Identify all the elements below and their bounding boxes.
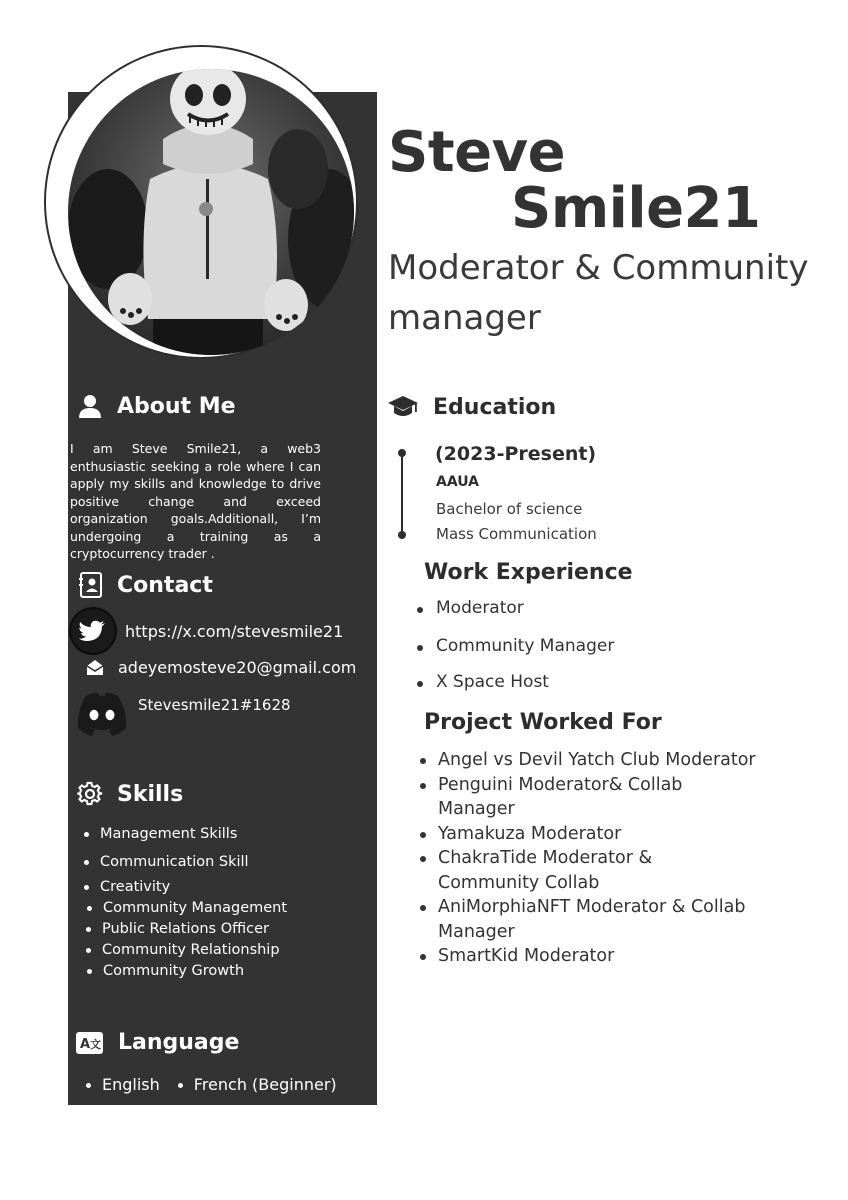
skill-item: Management Skills [80, 824, 287, 852]
education-institution: AAUA [436, 474, 480, 490]
email-contact[interactable] [86, 658, 356, 677]
timeline-dot [398, 449, 406, 457]
twitter-contact[interactable] [68, 606, 343, 656]
skill-item: Community Relationship [82, 940, 287, 961]
language-item: French (Beginner) [176, 1075, 337, 1094]
skill-item: Community Growth [83, 961, 287, 982]
project-item: SmartKid Moderator [418, 944, 838, 969]
avatar [68, 69, 354, 355]
discord-handle[interactable]: Stevesmile21#1628 [138, 696, 291, 714]
profile-illustration [68, 69, 354, 355]
work-heading [424, 560, 633, 585]
skills-heading [77, 781, 183, 807]
language-heading-label: Language [118, 1030, 240, 1055]
language-list [84, 1075, 337, 1094]
twitter-link[interactable]: https://x.com/stevesmile21 [125, 621, 344, 641]
contact-heading-label: Contact [117, 572, 213, 598]
work-heading-label: Work Experience [424, 560, 633, 585]
translate-icon [75, 1031, 104, 1055]
project-item: Penguini Moderator& Collab Manager [418, 773, 718, 822]
email-address[interactable]: adeyemosteve20@gmail.com [118, 658, 357, 677]
skill-item: Public Relations Officer [82, 919, 287, 940]
contact-heading [79, 572, 213, 598]
envelope-icon [86, 659, 104, 677]
discord-icon [74, 688, 130, 740]
svg-text:A: A [80, 1036, 91, 1052]
work-item: Community Manager [415, 636, 614, 672]
work-item: Moderator [415, 598, 614, 636]
education-field: Mass Communication [436, 525, 597, 543]
contact-book-icon [79, 572, 103, 598]
education-degree: Bachelor of science [436, 500, 583, 518]
timeline-dot [398, 531, 406, 539]
language-heading [75, 1030, 239, 1055]
education-heading-label: Education [433, 394, 557, 420]
projects-heading-label: Project Worked For [424, 710, 662, 735]
skill-item: Communication Skill [80, 852, 287, 877]
work-item: X Space Host [415, 672, 614, 692]
projects-list [418, 748, 838, 969]
last-name: Smile21 [511, 176, 761, 241]
gear-icon [77, 781, 103, 807]
skills-heading-label: Skills [117, 781, 184, 807]
language-item: English [84, 1075, 160, 1094]
graduation-cap-icon [387, 394, 419, 420]
job-title-line-2: manager [388, 298, 541, 338]
job-title [388, 243, 848, 343]
first-name: Steve [388, 120, 566, 185]
project-item: ChakraTide Moderator & Community Collab [418, 846, 688, 895]
project-item: AniMorphiaNFT Moderator & Collab Manager [418, 895, 768, 944]
skill-item: Community Management [83, 898, 287, 919]
job-title-line-1: Moderator & Community [388, 248, 809, 288]
discord-contact[interactable] [74, 688, 291, 740]
svg-text:文: 文 [90, 1037, 101, 1051]
about-heading [77, 393, 236, 419]
work-list [415, 598, 614, 692]
education-heading [387, 394, 556, 420]
education-years: (2023-Present) [435, 443, 597, 465]
skill-item: Creativity [80, 877, 287, 898]
twitter-icon [68, 606, 118, 656]
timeline-line [401, 452, 403, 535]
user-icon [77, 393, 103, 419]
projects-heading [424, 710, 662, 735]
about-heading-label: About Me [117, 393, 236, 419]
project-item: Yamakuza Moderator [418, 822, 838, 847]
project-item: Angel vs Devil Yatch Club Moderator [418, 748, 838, 773]
skills-list [80, 824, 287, 982]
about-text: I am Steve Smile21, a web3 enthusiastic seeking a role where I can apply my skills and knowledge to drive positive change and exceed organization goals.Additionall, I’m undergoing a training as a cryptocurrency trader . [70, 441, 321, 561]
